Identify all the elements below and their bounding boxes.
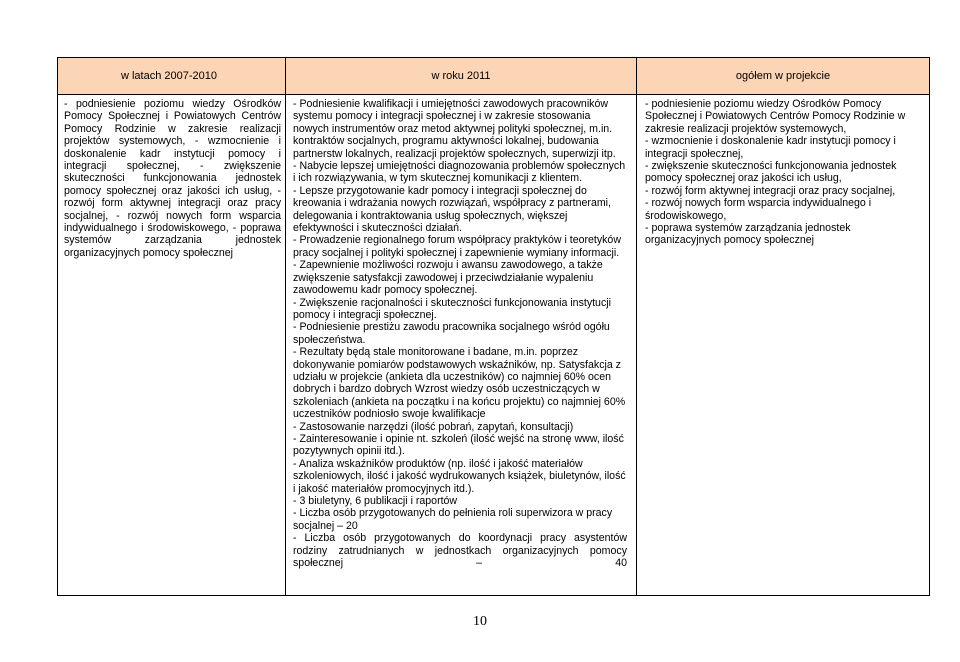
result-item: - Zapewnienie możliwości rozwoju i awansu zawodowego, a także zwiększenie satysfakcji zawodowej i przeciwdziałanie wypaleniu zawodowemu kadr pomocy społecznej. bbox=[293, 259, 603, 297]
result-item: - Rezultaty będą stale monitorowane i badane, m.in. poprzez dokonywanie pomiarów podstawowych wskaźników, np. Satysfakcja z udziału w projekcie (ankieta dla uczestników) co najmniej 60% ocen dobrych i bardzo dobrych Wzrost wiedzy osób uczestniczących w szkoleniach (ankieta na początku i na końcu projektu) co najmniej 60% uczestników podniosło swoje kwalifikacje bbox=[293, 346, 626, 421]
cell-2007-2010 bbox=[64, 98, 281, 259]
goal-item: - poprawa systemów zarządzania jednostek organizacyjnych pomocy społecznej bbox=[645, 222, 851, 247]
header-2011: w roku 2011 bbox=[431, 70, 491, 82]
goal-item: - rozwój form aktywnej integracji oraz pracy socjalnej, bbox=[645, 184, 896, 197]
result-item: - Zainteresowanie i opinie nt. szkoleń (ilość wejść na stronę www, ilość pozytywnych opinii itd.). bbox=[293, 432, 624, 458]
column-divider bbox=[636, 58, 637, 595]
result-item: - Analiza wskaźników produktów (np. ilość i jakość materiałów szkoleniowych, ilość i jakość wydrukowanych książek, biuletynów, ilość i jakość materiałów promocyjnych itd.). bbox=[293, 457, 626, 495]
result-item: - Podniesienie prestiżu zawodu pracownika socjalnego wśród ogółu społeczeństwa. bbox=[293, 321, 610, 346]
result-item: - Nabycie lepszej umiejętności diagnozowania problemów społecznych i ich rozwiązywania, w tym skutecznej komunikacji z klientem. bbox=[293, 160, 626, 185]
result-item: - Zastosowanie narzędzi (ilość pobrań, zapytań, konsultacji) bbox=[293, 420, 574, 433]
cell-overall bbox=[645, 98, 921, 247]
column-divider bbox=[285, 58, 286, 595]
header-2007-2010: w latach 2007-2010 bbox=[120, 70, 217, 82]
result-item: - Prowadzenie regionalnego forum współpracy praktyków i teoretyków pracy socjalnej i polityki społecznej i zapewnienie wymiany informacji. bbox=[293, 234, 621, 259]
cell-2011 bbox=[293, 98, 627, 569]
goal-item: - wzmocnienie i doskonalenie kadr instytucji pomocy i integracji społecznej, bbox=[645, 135, 896, 160]
goal-item: - zwiększenie skuteczności funkcjonowania jednostek pomocy społecznej oraz jakości ich usług, bbox=[645, 160, 897, 185]
results-table bbox=[57, 57, 930, 596]
result-item: - 3 biuletyny, 6 publikacji i raportów bbox=[293, 495, 458, 507]
header-overall: ogółem w projekcie bbox=[735, 70, 831, 82]
page-number: 10 bbox=[473, 614, 487, 629]
table-header-row bbox=[58, 58, 929, 95]
result-item: - Lepsze przygotowanie kadr pomocy i integracji społecznej do kreowania i wdrażania nowych rozwiązań, współpracy z partnerami, delegowania i kontraktowania usług społecznych, większej efektywności i skuteczności działań. bbox=[293, 184, 611, 235]
result-item: - Zwiększenie racjonalności i skuteczności funkcjonowania instytucji pomocy i integracji społecznej. bbox=[293, 296, 611, 321]
result-item: - Podniesienie kwalifikacji i umiejętności zawodowych pracowników systemu pomocy i integracji społecznej i w zakresie stosowania nowych instrumentów oraz metod aktywnej polityki społecznej, m.in. kontraktów socjalnych, programu aktywności lokalnej, budowania partnerstw lokalnych, realizacji projektów społecznych, superwizji itp. bbox=[293, 98, 616, 160]
result-item: - Liczba osób przygotowanych do pełnienia roli superwizora w pracy socjalnej – 20 bbox=[293, 507, 613, 532]
goal-item: - rozwój nowych form wsparcia indywidualnego i środowiskowego, bbox=[645, 197, 872, 222]
result-item: - Liczba osób przygotowanych do koordynacji pracy asystentów rodziny zatrudnianych w jednostkach organizacyjnych pomocy społecznej – 40 bbox=[293, 532, 627, 570]
goal-item: - podniesienie poziomu wiedzy Ośrodków Pomocy Społecznej i Powiatowych Centrów Pomocy Rodzinie w zakresie realizacji projektów systemowych, bbox=[645, 98, 906, 135]
cell-text: - podniesienie poziomu wiedzy Ośrodków Pomocy Społecznej i Powiatowych Centrów Pomocy Rodzinie w zakresie realizacji projektów systemowych, - wzmocnienie i doskonalenie kadr instytucji pomocy i integracji społecznej, - zwiększenie skuteczności funkcjonowania jednostek pomocy społecznej oraz jakości ich usług, - rozwój form aktywnej integracji oraz pracy socjalnej, - rozwój nowych form wsparcia indywidualnego i środowiskowego, - poprawa systemów zarządzania jednostek organizacyjnych pomocy społecznej bbox=[64, 98, 281, 259]
